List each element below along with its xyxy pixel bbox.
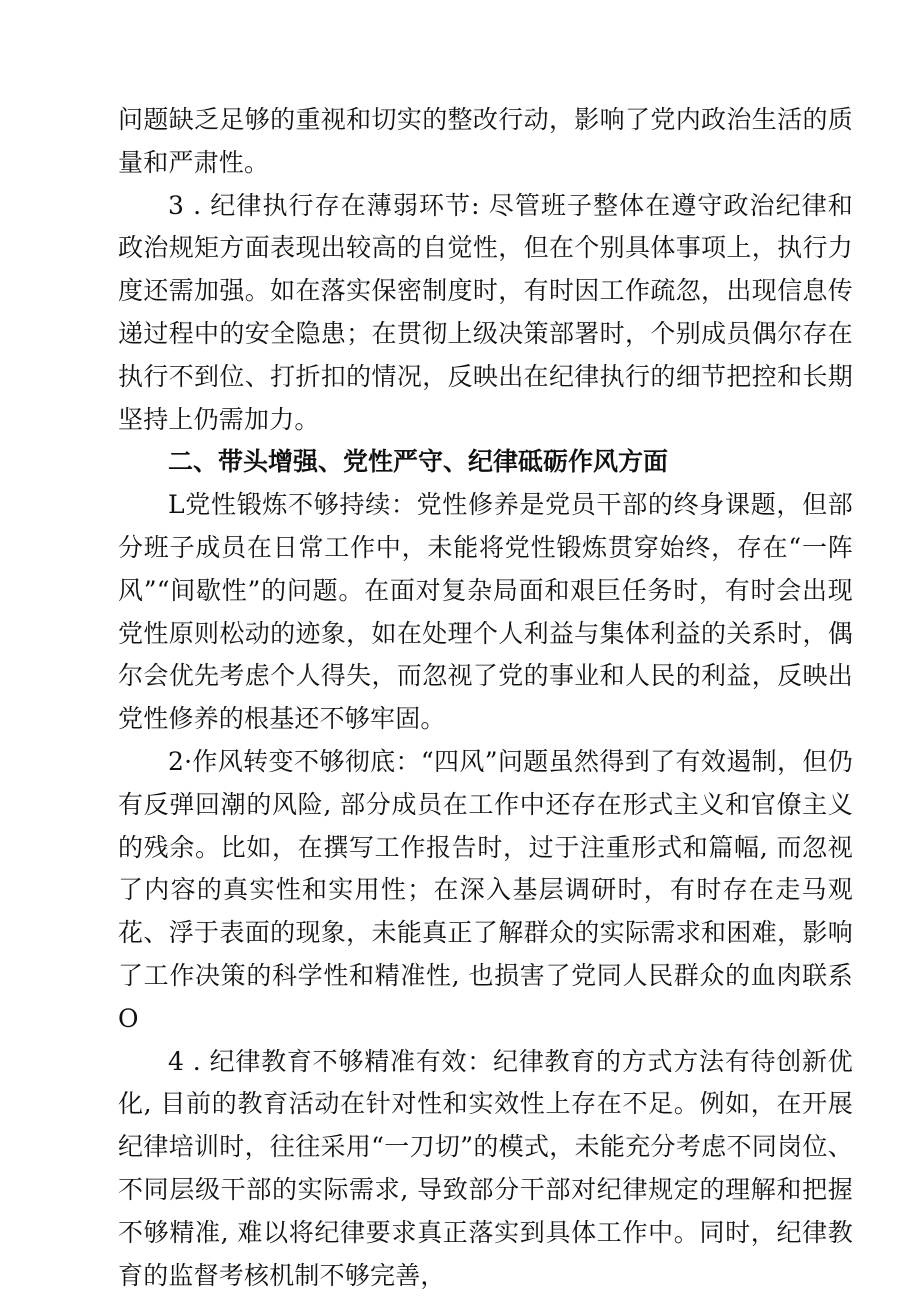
paragraph-section-item-2: 2·作风转变不够彻底：“四风”问题虽然得到了有效遏制，但仍有反弹回潮的风险, 部分成员在工作中还存在形式主义和官僚主义的残余。比如，在撰写工作报告时，过于注重形式和篇幅, 而忽视了内容的真实性和实用性；在深入基层调研时，有时存在走马观花、浮于表面的现象，未能真正了解群众的实际需求和困难，影响了工作决策的科学性和精准性, 也损害了党同人民群众的血肉联系O — [118, 746, 853, 1033]
paragraph-section-item-4: 4 . 纪律教育不够精准有效：纪律教育的方式方法有待创新优化, 目前的教育活动在针对性和实效性上存在不足。例如，在开展纪律培训时，往往采用“一刀切”的模式，未能充分考虑不同岗位、不同层级干部的实际需求, 导致部分干部对纪律规定的理解和把握不够精准, 难以将纪律要求真正落实到具体工作中。同时，纪律教育的监督考核机制不够完善， — [118, 1046, 853, 1290]
document-body — [118, 99, 853, 1297]
paragraph-section-item-1: L党性锻炼不够持续：党性修养是党员干部的终身课题，但部分班子成员在日常工作中，未能将党性锻炼贯穿始终，存在“一阵风”“间歇性”的问题。在面对复杂局面和艰巨任务时，有时会出现党性原则松动的迹象，如在处理个人利益与集体利益的关系时，偶尔会优先考虑个人得失，而忽视了党的事业和人民的利益，反映出党性修养的根基还不够牢固。 — [118, 490, 853, 734]
section-heading: 二、带头增强、党性严守、纪律砥砺作风方面 — [168, 447, 669, 477]
paragraph-item-3: 3 . 纪律执行存在薄弱环节: 尽管班子整体在遵守政治纪律和政治规矩方面表现出较高的自觉性，但在个别具体事项上，执行力度还需加强。如在落实保密制度时，有时因工作疏忽，出现信息传递过程中的安全隐患；在贯彻上级决策部署时，个别成员偶尔存在执行不到位、打折扣的情况，反映出在纪律执行的细节把控和长期坚持上仍需加力。 — [118, 190, 853, 434]
paragraph-continued: 问题缺乏足够的重视和切实的整改行动，影响了党内政治生活的质量和严肃性。 — [118, 105, 853, 177]
